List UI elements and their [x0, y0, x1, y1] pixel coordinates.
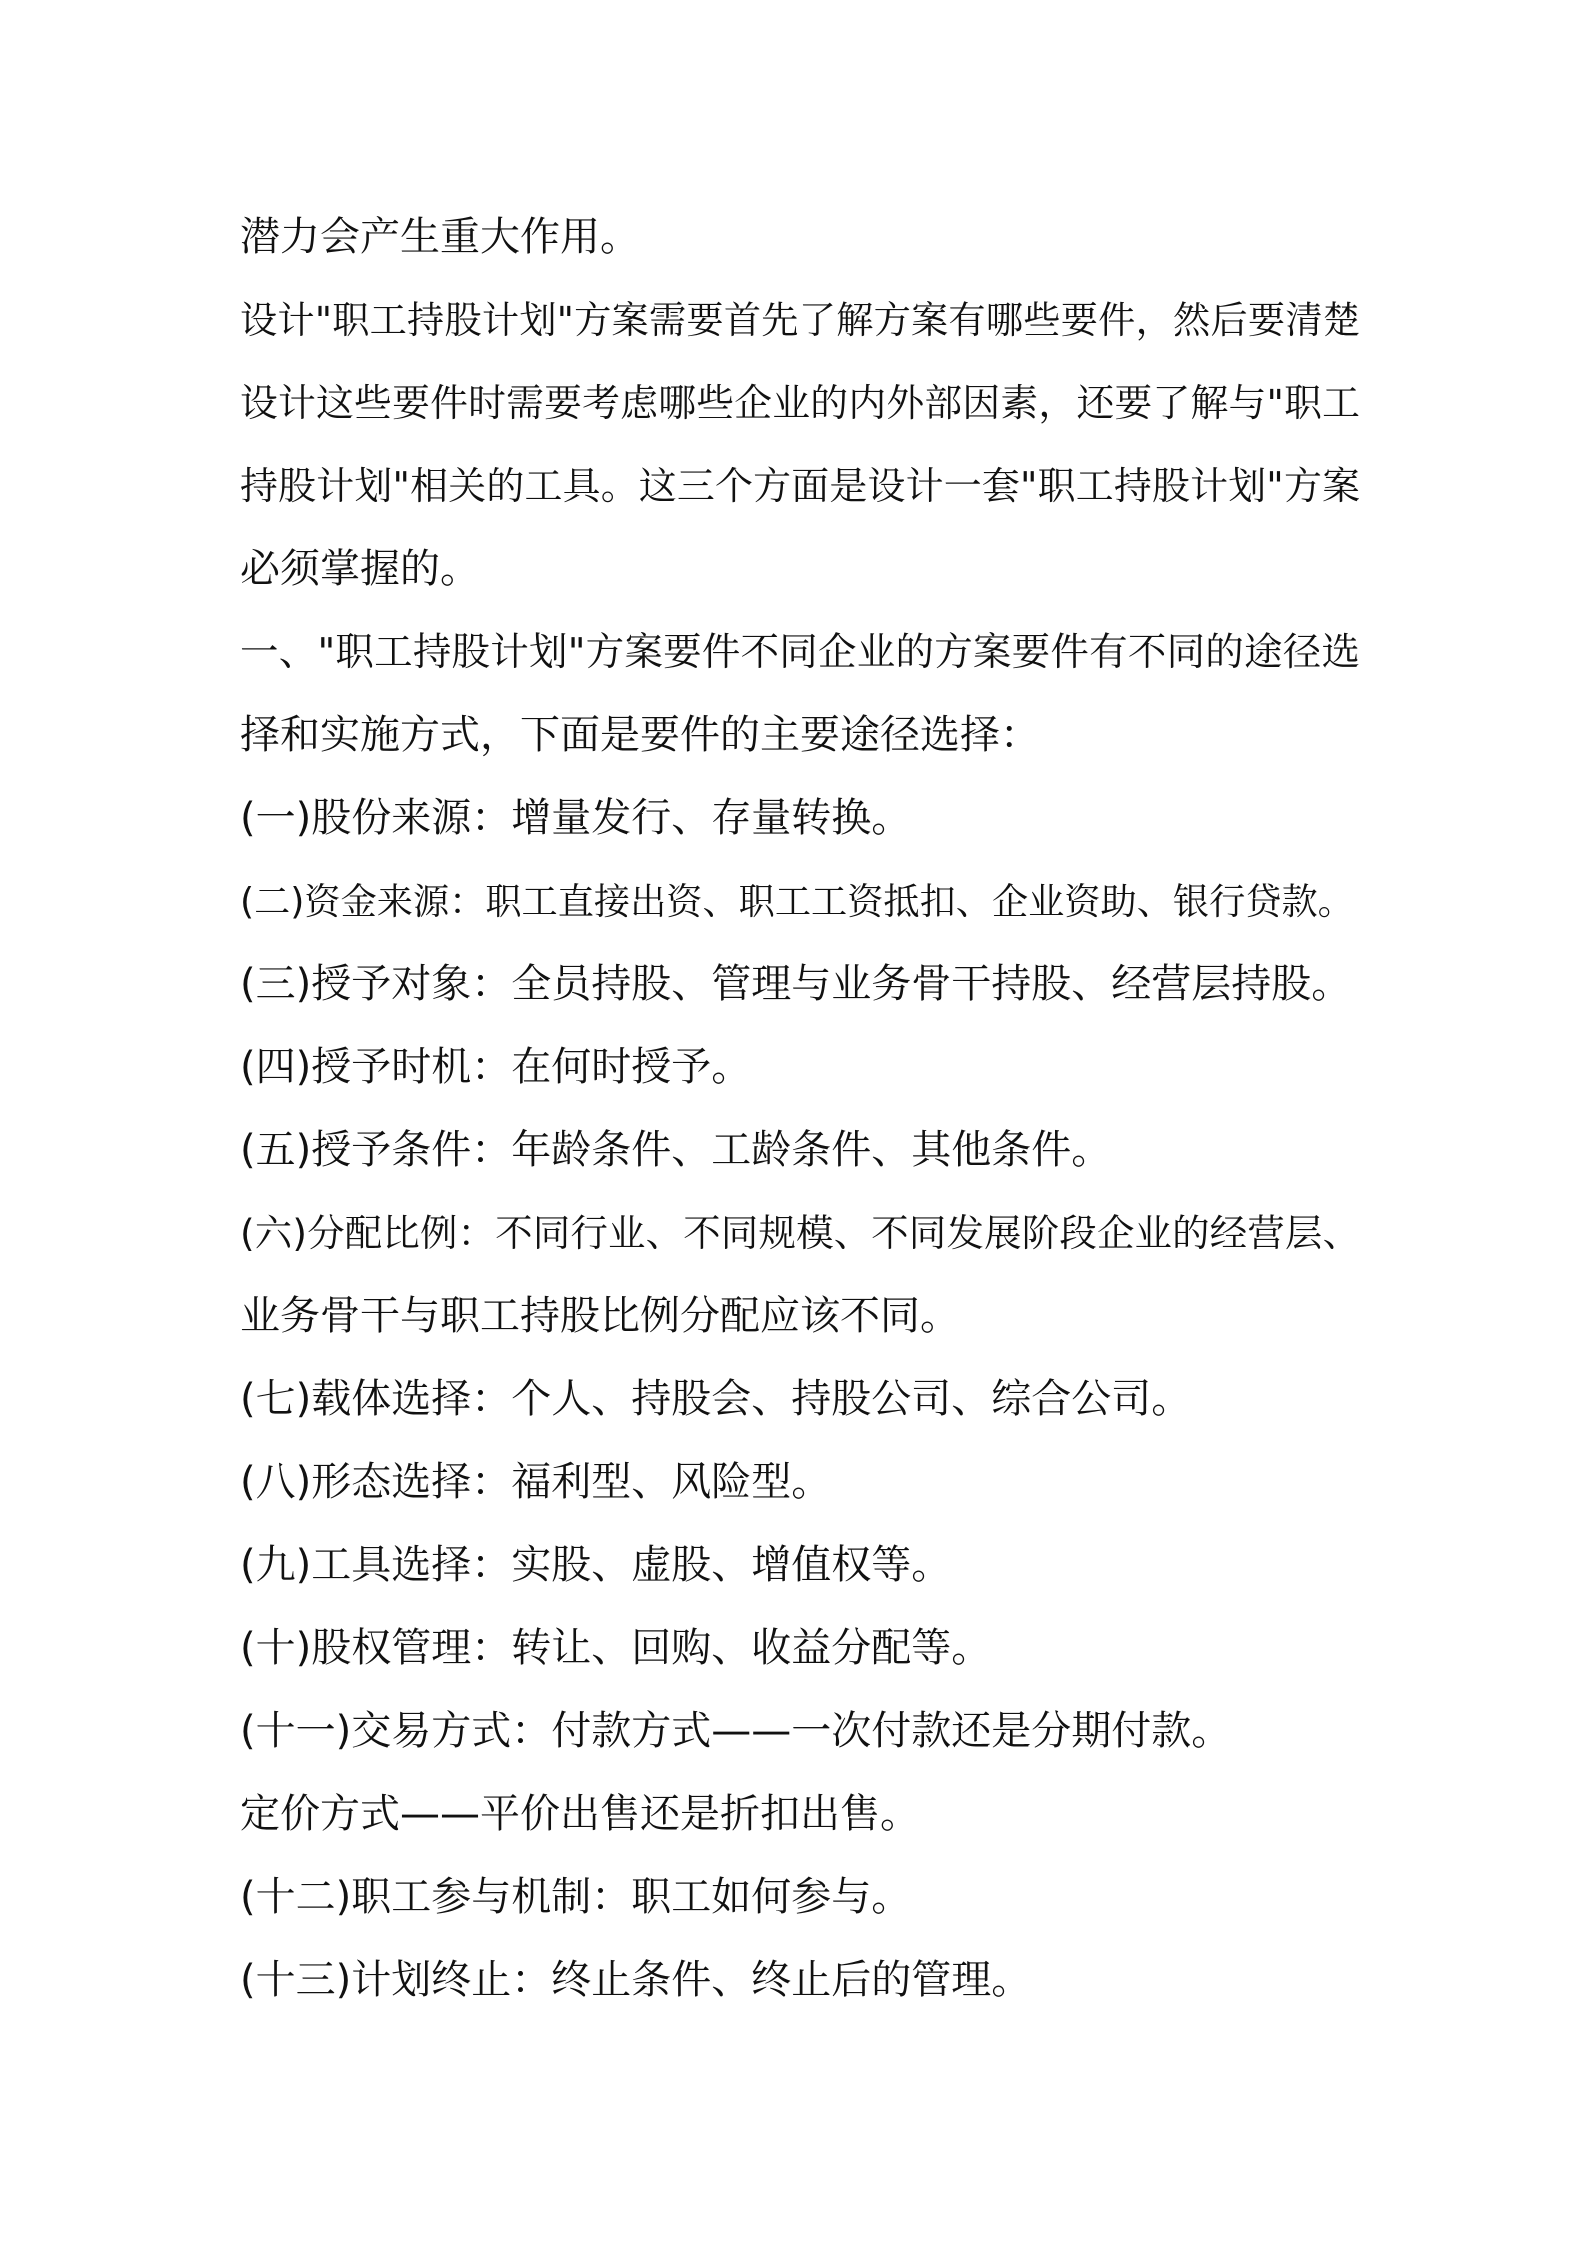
text-line: 定价方式——平价出售还是折扣出售。	[240, 1791, 920, 1837]
text-line: (三)授予对象：全员持股、管理与业务骨干持股、经营层持股。	[240, 961, 1352, 1007]
text-line: 一、"职工持股计划"方案要件不同企业的方案要件有不同的途径选	[240, 630, 1360, 675]
text-line: 设计这些要件时需要考虑哪些企业的内外部因素，还要了解与"职工	[240, 381, 1360, 425]
text-line: 业务骨干与职工持股比例分配应该不同。	[240, 1293, 960, 1339]
text-line: 必须掌握的。	[240, 546, 480, 592]
text-line: (一)股份来源：增量发行、存量转换。	[240, 795, 912, 841]
text-line: (九)工具选择：实股、虚股、增值权等。	[240, 1542, 952, 1588]
text-line: (八)形态选择：福利型、风险型。	[240, 1459, 832, 1505]
text-line: (十一)交易方式：付款方式——一次付款还是分期付款。	[240, 1708, 1232, 1754]
text-line: 择和实施方式，下面是要件的主要途径选择：	[240, 712, 1040, 758]
text-line: (四)授予时机：在何时授予。	[240, 1044, 752, 1090]
text-line: (二)资金来源：职工直接出资、职工工资抵扣、企业资助、银行贷款。	[240, 880, 1354, 923]
text-line: 持股计划"相关的工具。这三个方面是设计一套"职工持股计划"方案	[240, 464, 1360, 508]
text-line: (七)载体选择：个人、持股会、持股公司、综合公司。	[240, 1376, 1192, 1422]
text-line: 潜力会产生重大作用。	[240, 214, 640, 260]
text-line: (十二)职工参与机制：职工如何参与。	[240, 1874, 912, 1920]
text-line: (六)分配比例：不同行业、不同规模、不同发展阶段企业的经营层、	[240, 1211, 1360, 1255]
text-line: 设计"职工持股计划"方案需要首先了解方案有哪些要件，然后要清楚	[240, 298, 1360, 342]
text-line: (十)股权管理：转让、回购、收益分配等。	[240, 1625, 992, 1671]
document-body	[240, 196, 1360, 2022]
text-line: (五)授予条件：年龄条件、工龄条件、其他条件。	[240, 1127, 1112, 1173]
text-line: (十三)计划终止：终止条件、终止后的管理。	[240, 1957, 1032, 2003]
